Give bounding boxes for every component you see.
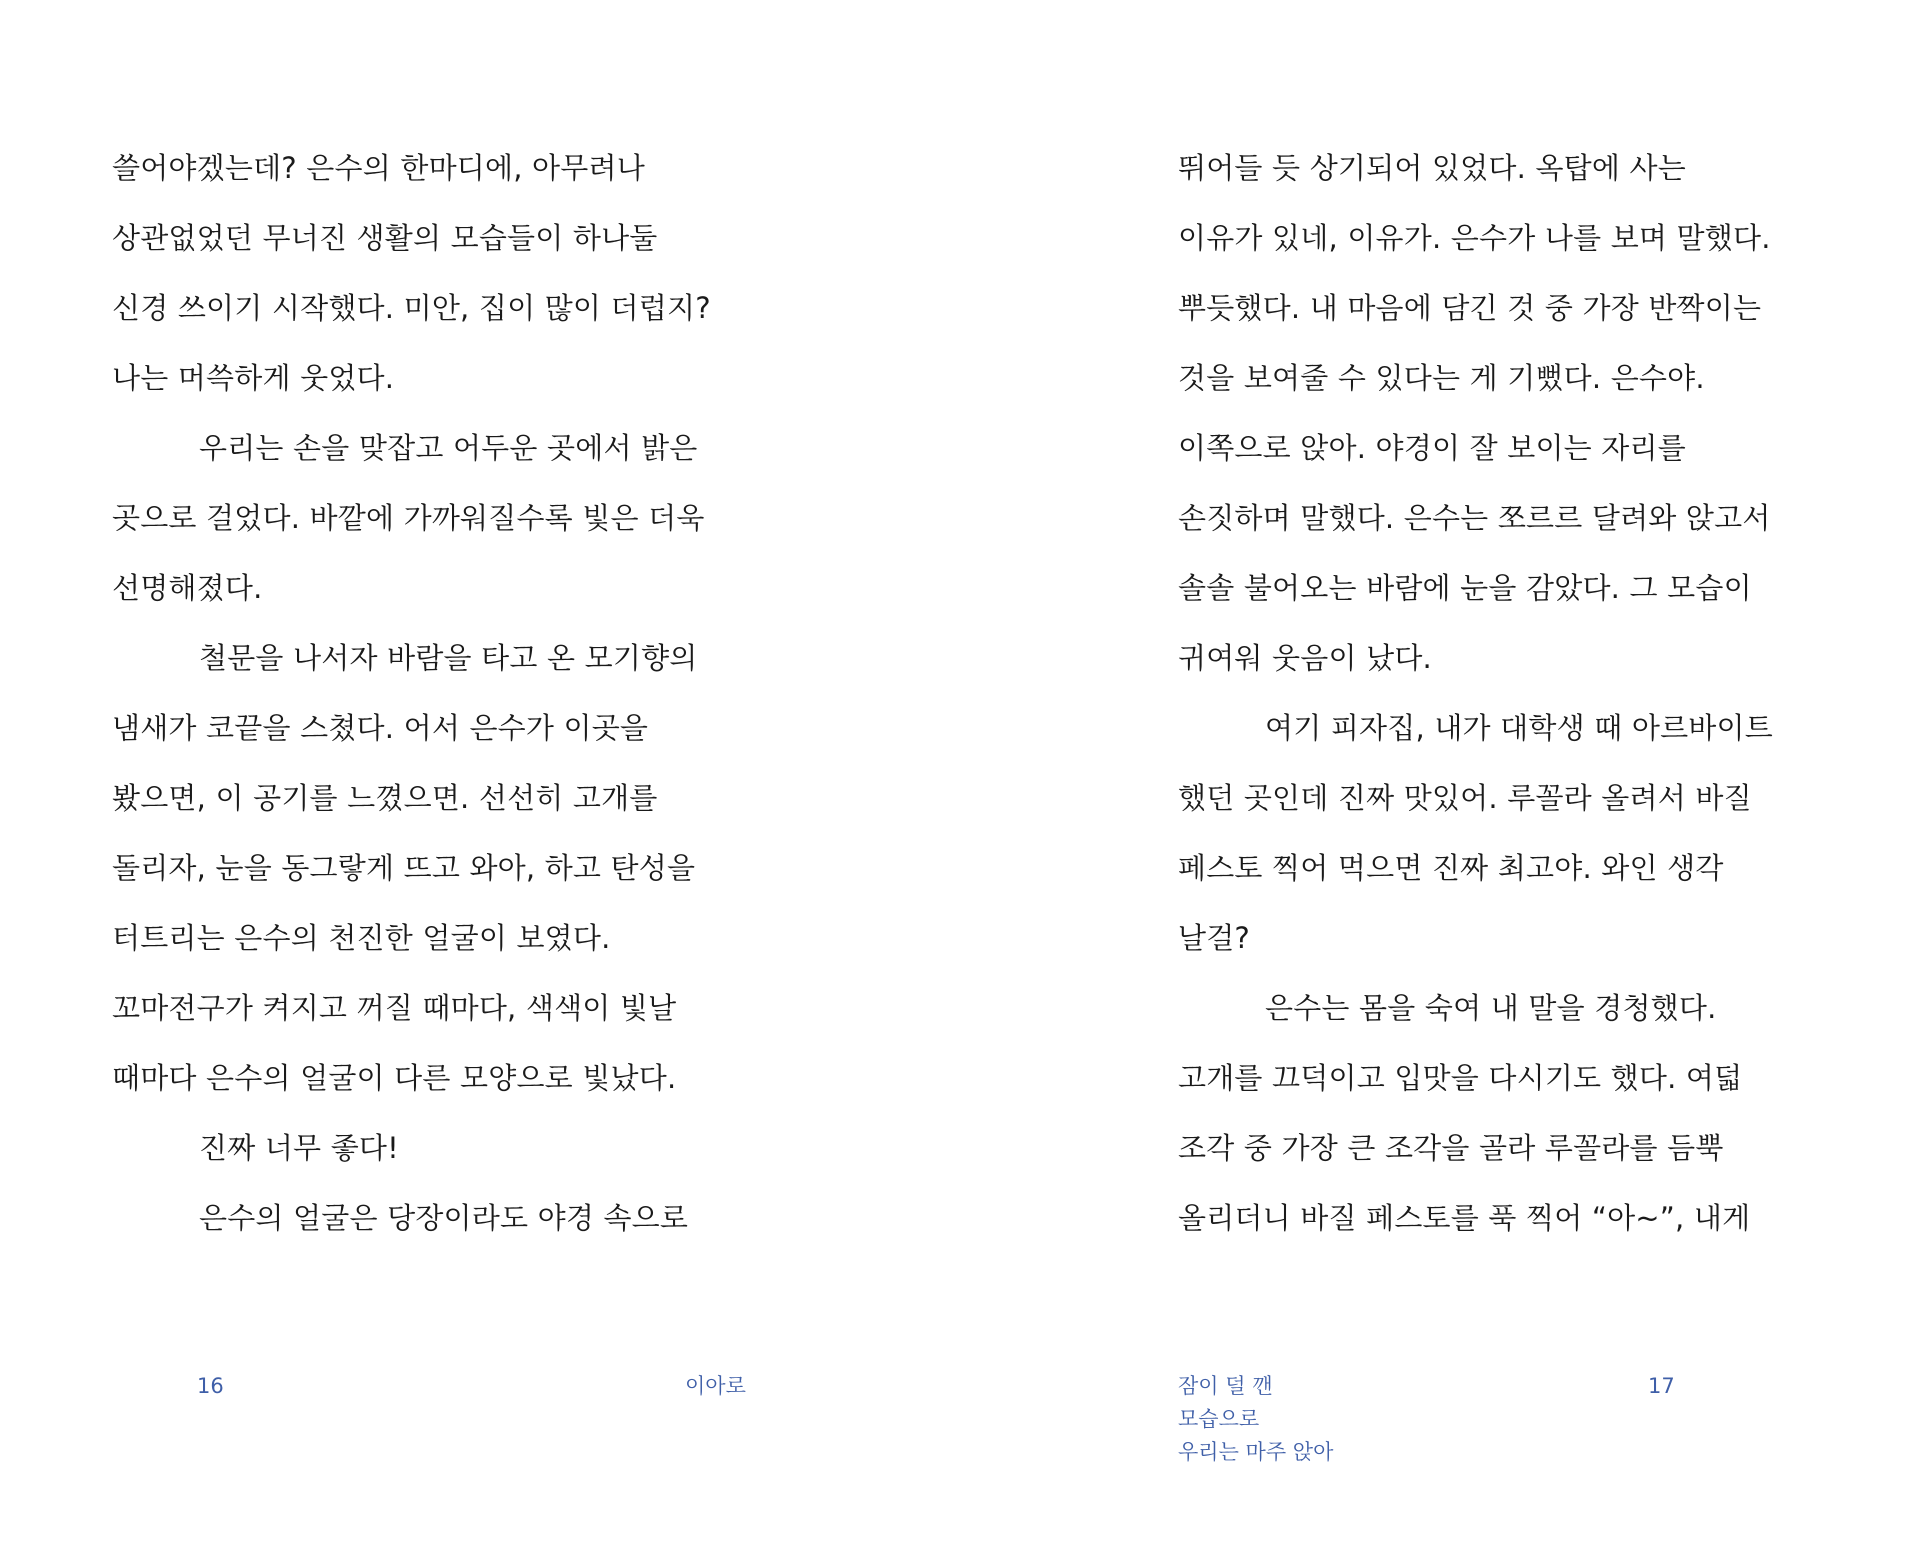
text-line: 솔솔 불어오는 바람에 눈을 감았다. 그 모습이 [1178, 571, 1752, 605]
running-head-line: 잠이 덜 깬 [1178, 1374, 1273, 1398]
text-line: 은수는 몸을 숙여 내 말을 경청했다. [1265, 991, 1717, 1025]
text-line: 신경 쓰이기 시작했다. 미안, 집이 많이 더럽지? [112, 291, 711, 325]
text-line: 때마다 은수의 얼굴이 다른 모양으로 빛났다. [112, 1061, 677, 1095]
text-line: 터트리는 은수의 천진한 얼굴이 보였다. [112, 921, 611, 955]
text-line: 나는 머쓱하게 웃었다. [112, 361, 395, 395]
text-line: 철문을 나서자 바람을 타고 온 모기향의 [199, 641, 698, 675]
text-line: 귀여워 웃음이 났다. [1178, 641, 1432, 675]
text-line: 여기 피자집, 내가 대학생 때 아르바이트 [1265, 711, 1773, 745]
text-line: 선명해졌다. [112, 571, 263, 605]
text-line: 쓸어야겠는데? 은수의 한마디에, 아무려나 [112, 151, 645, 185]
text-line: 조각 중 가장 큰 조각을 골라 루꼴라를 듬뿍 [1178, 1131, 1724, 1165]
text-line: 고개를 끄덕이고 입맛을 다시기도 했다. 여덟 [1178, 1061, 1743, 1095]
text-line: 뛰어들 듯 상기되어 있었다. 옥탑에 사는 [1178, 151, 1686, 185]
text-line: 진짜 너무 좋다! [199, 1131, 399, 1165]
text-line: 은수의 얼굴은 당장이라도 야경 속으로 [199, 1201, 689, 1235]
text-line: 상관없었던 무너진 생활의 모습들이 하나둘 [112, 221, 658, 255]
right-page-body [1178, 133, 1858, 1253]
text-line: 곳으로 걸었다. 바깥에 가까워질수록 빛은 더욱 [112, 501, 705, 535]
page-number-right: 17 [1648, 1374, 1675, 1398]
text-line: 뿌듯했다. 내 마음에 담긴 것 중 가장 반짝이는 [1178, 291, 1762, 325]
running-head-line: 우리는 마주 앉아 [1178, 1440, 1334, 1464]
text-line: 냄새가 코끝을 스쳤다. 어서 은수가 이곳을 [112, 711, 649, 745]
text-line: 돌리자, 눈을 동그랗게 뜨고 와아, 하고 탄성을 [112, 851, 696, 885]
text-line: 이쪽으로 앉아. 야경이 잘 보이는 자리를 [1178, 431, 1686, 465]
page-number-left: 16 [197, 1374, 224, 1398]
running-head-line: 모습으로 [1178, 1407, 1260, 1431]
text-line: 날걸? [1178, 921, 1251, 955]
text-line: 봤으면, 이 공기를 느꼈으면. 선선히 고개를 [112, 781, 658, 815]
running-head-title [1178, 1370, 1333, 1469]
text-line: 꼬마전구가 켜지고 꺼질 때마다, 색색이 빛날 [112, 991, 677, 1025]
text-line: 했던 곳인데 진짜 맛있어. 루꼴라 올려서 바질 [1178, 781, 1752, 815]
running-head-author: 이아로 [685, 1374, 746, 1398]
text-line: 우리는 손을 맞잡고 어두운 곳에서 밝은 [199, 431, 698, 465]
text-line: 올리더니 바질 페스토를 푹 찍어 “아~”, 내게 [1178, 1201, 1751, 1235]
left-page-body [112, 133, 792, 1253]
text-line: 손짓하며 말했다. 은수는 쪼르르 달려와 앉고서 [1178, 501, 1771, 535]
text-line: 이유가 있네, 이유가. 은수가 나를 보며 말했다. [1178, 221, 1771, 255]
text-line: 것을 보여줄 수 있다는 게 기뻤다. 은수야. [1178, 361, 1705, 395]
text-line: 페스토 찍어 먹으면 진짜 최고야. 와인 생각 [1178, 851, 1724, 885]
right-page [960, 0, 1920, 1560]
